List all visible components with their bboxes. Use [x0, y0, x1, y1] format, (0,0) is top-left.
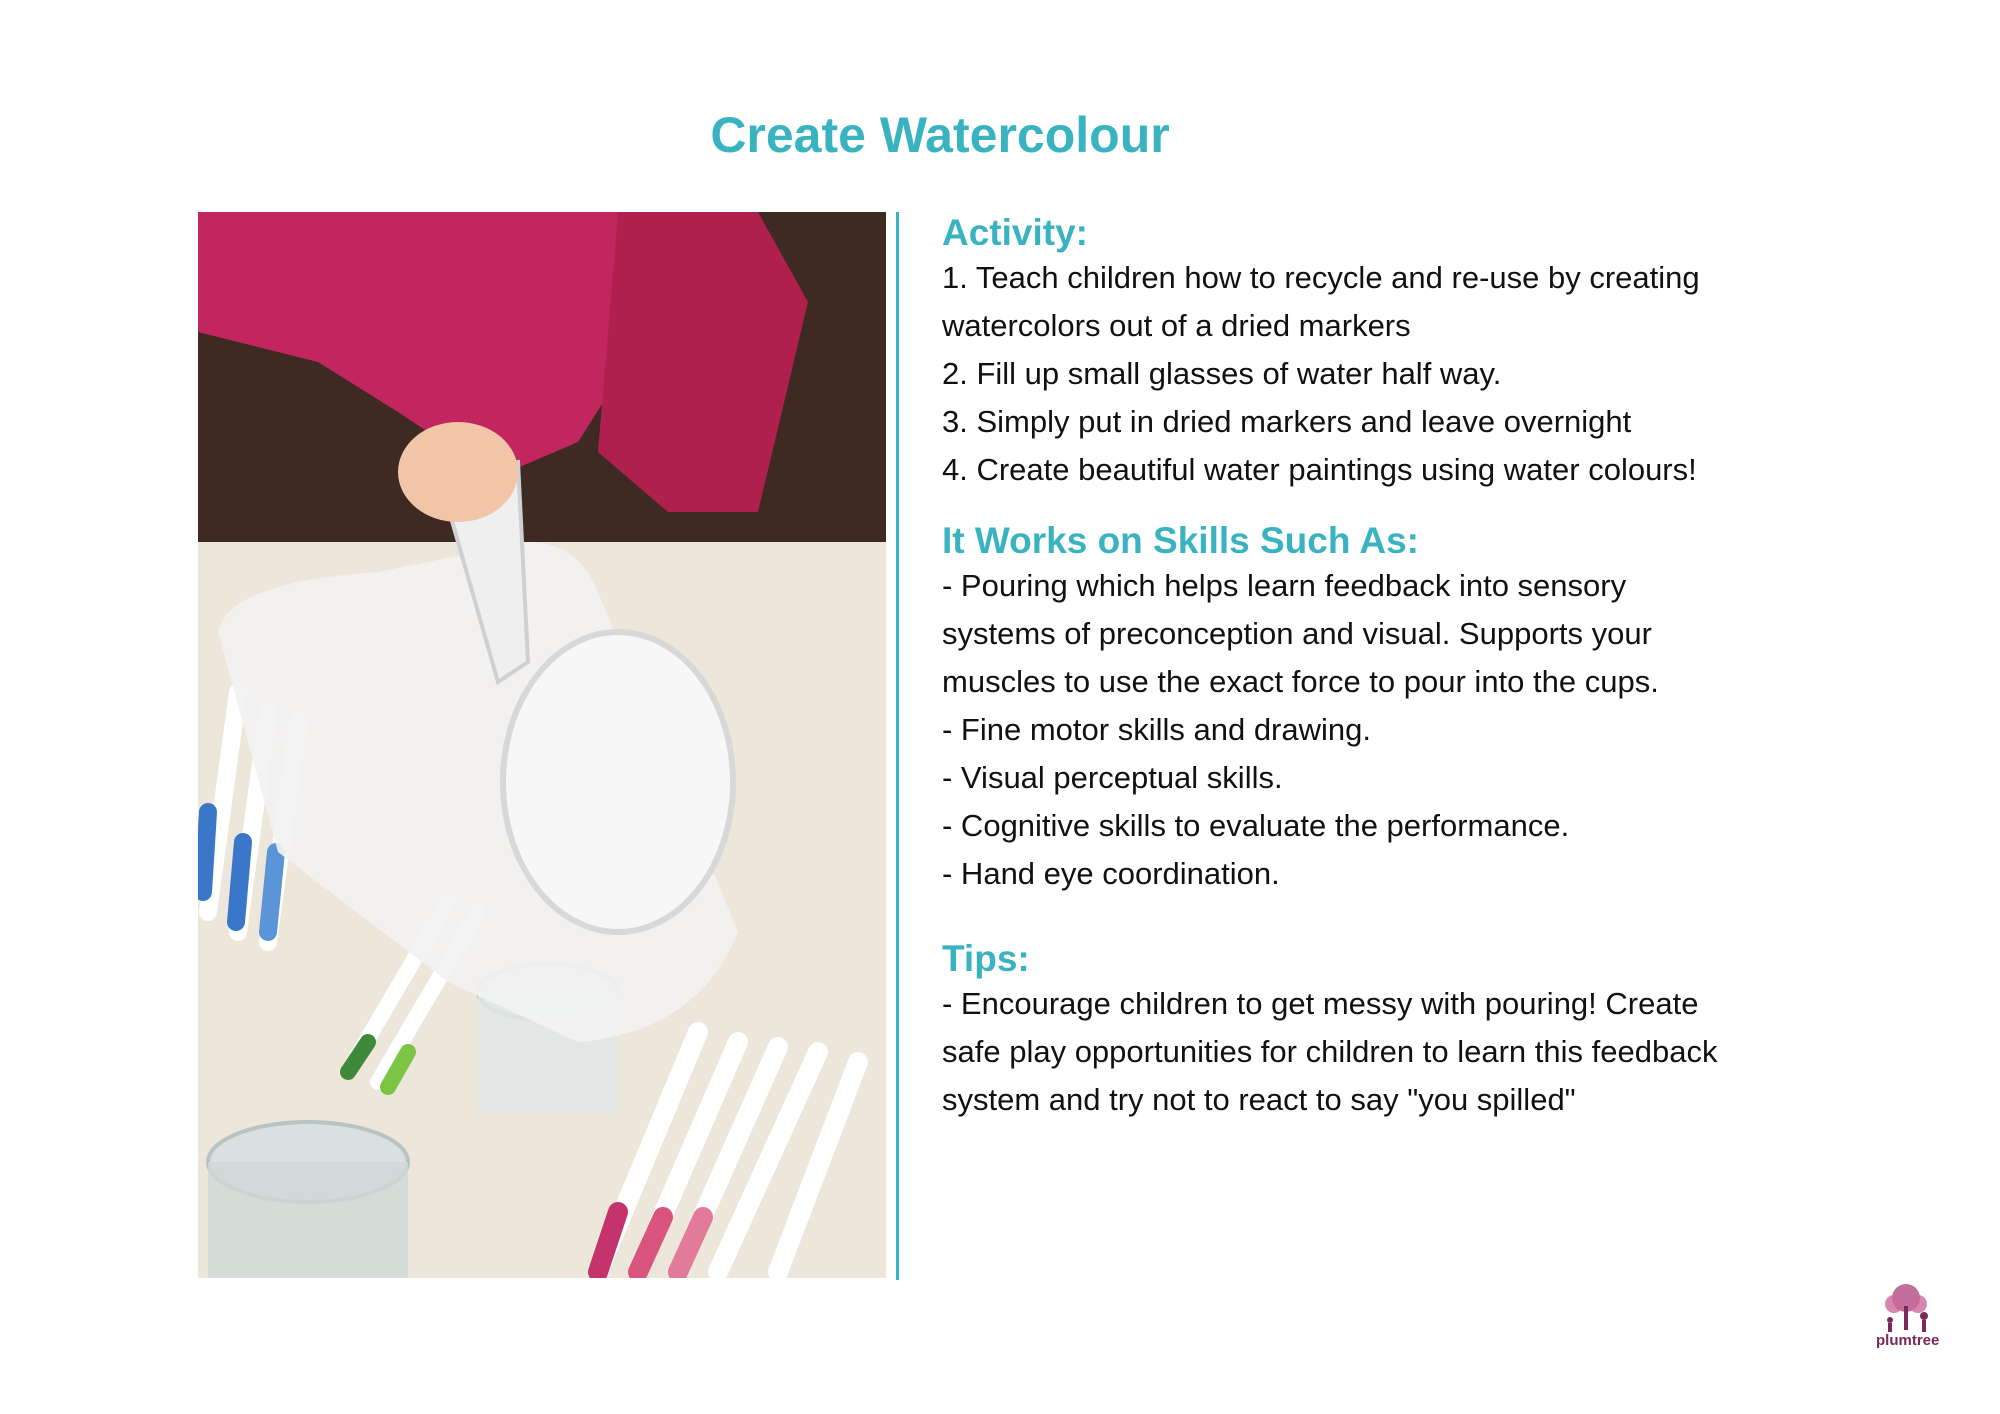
skills-line: systems of preconception and visual. Supports your	[942, 616, 1652, 651]
skills-line: - Pouring which helps learn feedback into sensory	[942, 568, 1627, 603]
vertical-divider	[896, 212, 899, 1280]
logo-text: plumtree	[1876, 1332, 1940, 1349]
skills-section	[942, 520, 1882, 898]
skills-line: - Hand eye coordination.	[942, 856, 1280, 891]
tips-section	[942, 938, 1882, 1124]
skills-line: - Cognitive skills to evaluate the performance.	[942, 808, 1570, 843]
activity-line: 2. Fill up small glasses of water half way.	[942, 356, 1502, 391]
tips-line: safe play opportunities for children to learn this feedback	[942, 1034, 1718, 1069]
tips-line: - Encourage children to get messy with pouring! Create	[942, 986, 1699, 1021]
activity-heading: Activity:	[942, 212, 1088, 253]
activity-line: 3. Simply put in dried markers and leave overnight	[942, 404, 1632, 439]
skills-line: muscles to use the exact force to pour into the cups.	[942, 664, 1659, 699]
activity-line: watercolors out of a dried markers	[942, 308, 1411, 343]
content-column	[942, 212, 1882, 1124]
tips-heading: Tips:	[942, 938, 1030, 979]
activity-line: 1. Teach children how to recycle and re-use by creating	[942, 260, 1700, 295]
activity-photo	[198, 212, 886, 1278]
activity-section	[942, 212, 1882, 494]
page-title: Create Watercolour	[710, 107, 1170, 163]
skills-line: - Visual perceptual skills.	[942, 760, 1283, 795]
skills-line: - Fine motor skills and drawing.	[942, 712, 1371, 747]
skills-heading: It Works on Skills Such As:	[942, 520, 1419, 561]
tips-line: system and try not to react to say "you spilled"	[942, 1082, 1576, 1117]
activity-line: 4. Create beautiful water paintings using water colours!	[942, 452, 1697, 487]
